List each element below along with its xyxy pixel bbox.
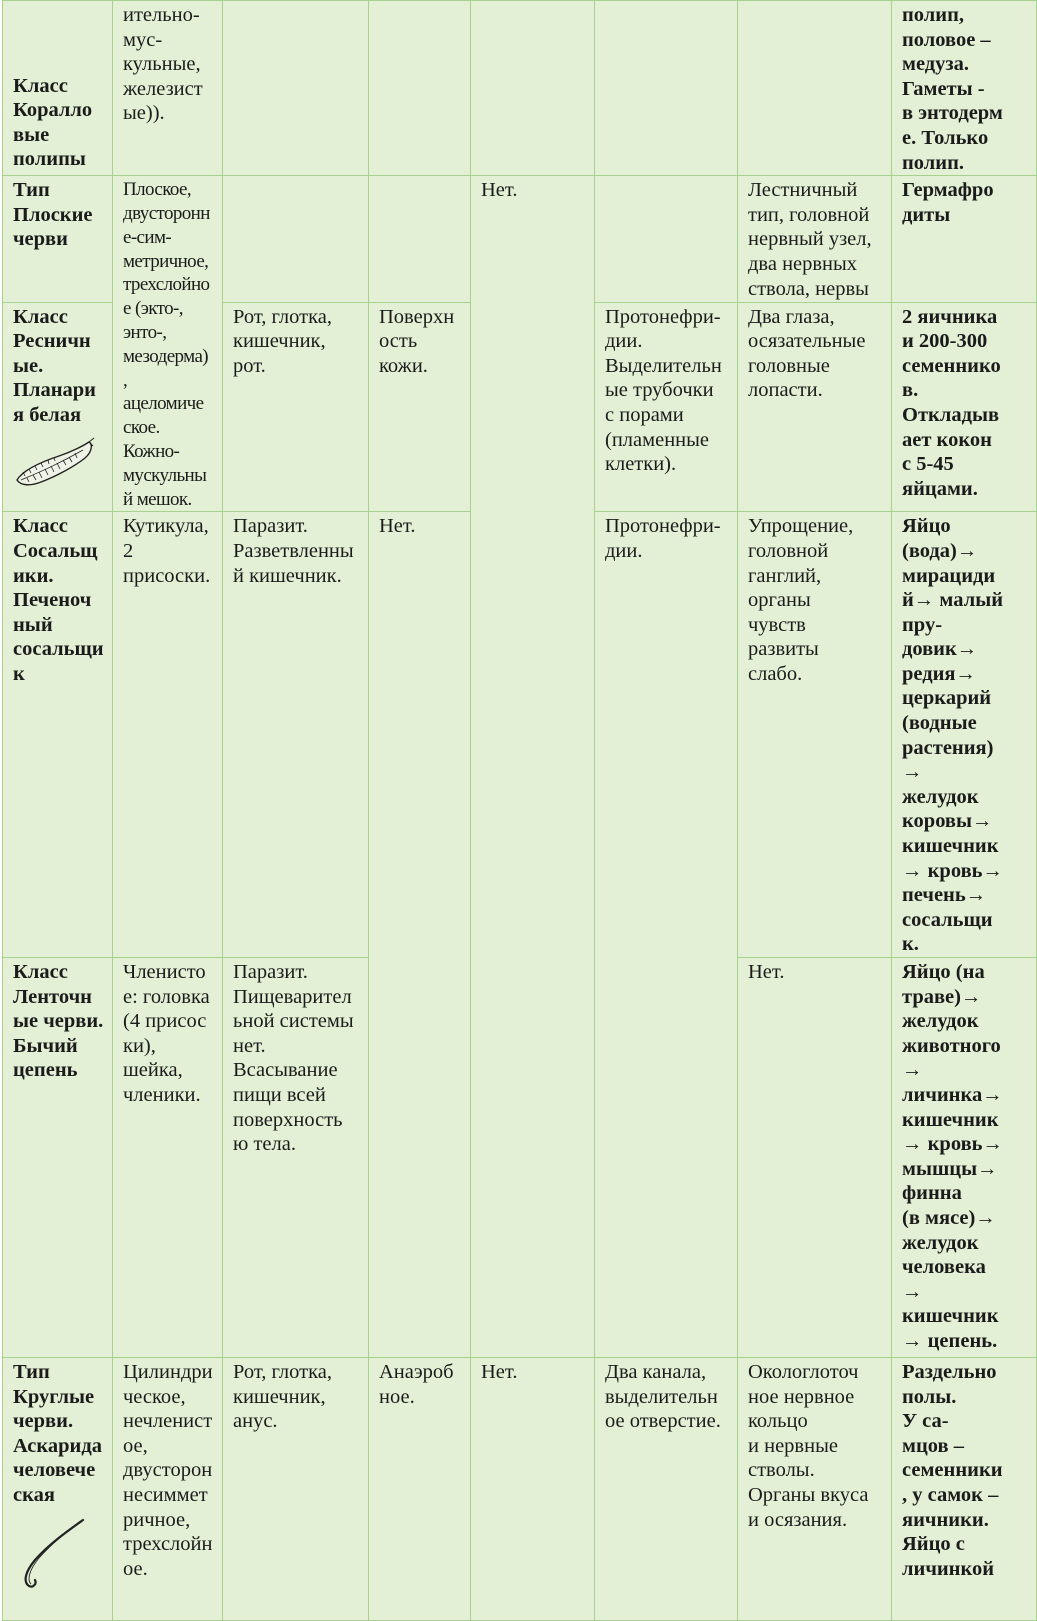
respiration-text: Поверхн ость кожи.	[379, 305, 455, 377]
taxon-text: Тип Круглые черви. Аскарида человече ская	[13, 1361, 102, 1506]
body-cell	[113, 1, 223, 176]
taxon-text: Класс Ленточн ые черви. Бычий цепень	[13, 961, 104, 1082]
nervous-text: Упрощение, головной ганглий, органы чувств развиты слабо.	[748, 515, 854, 685]
body-text: Цилиндри ческое, нечленист ое, двусторон несиммет ричное, трехслойн ое.	[123, 1361, 213, 1580]
nervous-text: Окологлоточ ное нервное кольцо и нервные стволы. Органы вкуса и осязания.	[748, 1361, 869, 1531]
body-cell	[113, 512, 223, 958]
reproduction-cell	[892, 302, 1037, 512]
ascaris-illustration	[13, 1514, 89, 1590]
excretion-cell	[595, 1358, 738, 1621]
respiration-cell	[369, 512, 471, 1358]
taxon-cell	[3, 512, 113, 958]
planarian-illustration	[13, 434, 95, 490]
circulation-text: Нет.	[481, 1361, 518, 1383]
reproduction-text: Яйцо (на траве)→ желудок животного → личинка→ кишечник → кровь→ мышцы→ финна (в мясе)→ желудок человека → кишечник → цепень.	[902, 961, 1003, 1352]
body-text: Членисто е: головка (4 присос ки), шейка, членики.	[123, 961, 210, 1106]
digestion-cell	[223, 958, 369, 1358]
excretion-cell	[595, 1, 738, 176]
nervous-cell	[738, 958, 892, 1358]
respiration-text: Нет.	[379, 515, 416, 538]
digestion-text: Паразит. Разветвленны й кишечник.	[233, 515, 354, 587]
digestion-text: Рот, глотка, кишечник, анус.	[233, 1361, 332, 1433]
taxon-cell	[3, 302, 113, 512]
respiration-cell	[369, 1358, 471, 1621]
nervous-text: Нет.	[748, 961, 785, 983]
circulation-cell	[471, 176, 595, 1358]
circulation-text: Нет.	[481, 179, 518, 202]
excretion-text: Протонефри- дии.	[605, 515, 721, 562]
body-text: Плоское, двусторонн е-сим- метричное, трехслойно е (экто-, энто-, мезодерма) , ацеломиче ское. Кожно- мускульны й мешок.	[123, 179, 210, 510]
excretion-cell	[595, 302, 738, 512]
excretion-cell	[595, 512, 738, 1358]
taxon-text: Класс Ресничн ые. Планари я белая	[13, 305, 96, 426]
taxon-cell	[3, 958, 113, 1358]
digestion-cell	[223, 512, 369, 958]
nervous-text: Лестничный тип, головной нервный узел, два нервных ствола, нервы	[748, 179, 872, 300]
nervous-cell	[738, 512, 892, 958]
body-text: ительно- мус- кульные, железист ые)).	[123, 4, 203, 125]
taxon-text: Класс Коралло вые полипы	[13, 74, 93, 171]
reproduction-cell	[892, 512, 1037, 958]
digestion-cell	[223, 1358, 369, 1621]
reproduction-cell	[892, 958, 1037, 1358]
digestion-cell	[223, 1, 369, 176]
body-cell	[113, 1358, 223, 1621]
taxon-cell	[3, 1, 113, 176]
respiration-cell	[369, 302, 471, 512]
table-row	[3, 1358, 1037, 1621]
taxon-cell	[3, 176, 113, 302]
respiration-cell	[369, 176, 471, 302]
nervous-cell	[738, 1, 892, 176]
reproduction-text: полип, половое – медуза. Гаметы - в энтодерм е. Только полип.	[902, 4, 1003, 174]
taxon-text: Класс Сосальщ ики. Печеноч ный сосальщи к	[13, 515, 104, 685]
excretion-cell	[595, 176, 738, 302]
digestion-cell	[223, 302, 369, 512]
nervous-text: Два глаза, осязательные головные лопасти.	[748, 305, 866, 402]
taxon-text: Тип Плоские черви	[13, 179, 93, 251]
digestion-text: Паразит. Пищеварител ьной системы нет. Всасывание пищи всей поверхность ю тела.	[233, 961, 354, 1156]
reproduction-cell	[892, 1358, 1037, 1621]
excretion-text: Два канала, выделительн ое отверстие.	[605, 1361, 721, 1433]
nervous-cell	[738, 176, 892, 302]
digestion-cell	[223, 176, 369, 302]
reproduction-cell	[892, 1, 1037, 176]
reproduction-text: Гермафро диты	[902, 179, 994, 226]
excretion-text: Протонефри- дии. Выделительн ые трубочки с порами (пламенные клетки).	[605, 305, 722, 476]
reproduction-cell	[892, 176, 1037, 302]
digestion-text: Рот, глотка, кишечник, рот.	[233, 305, 332, 377]
reproduction-text: Яйцо (вода)→ мирациди й→ малый пру- довик→ редия→ церкарий (водные растения) → желудок коровы→ кишечник → кровь→ печень→ сосальщи к.	[902, 515, 1004, 956]
circulation-cell	[471, 1, 595, 176]
respiration-text: Анаэроб ное.	[379, 1361, 454, 1408]
nervous-cell	[738, 302, 892, 512]
circulation-cell	[471, 1358, 595, 1621]
body-text: Кутикула, 2 присоски.	[123, 515, 211, 587]
nervous-cell	[738, 1358, 892, 1621]
body-cell	[113, 958, 223, 1358]
reproduction-text: 2 яичника и 200-300 семеннико в. Откладыв ает кокон с 5-45 яйцами.	[902, 305, 1001, 500]
respiration-cell	[369, 1, 471, 176]
table-row	[3, 176, 1037, 302]
zoology-table	[2, 0, 1037, 1621]
reproduction-text: Раздельно полы. У са- мцов – семенники , у самок – яичники. Яйцо с личинкой	[902, 1361, 1003, 1580]
taxon-cell	[3, 1358, 113, 1621]
body-cell	[113, 176, 223, 512]
table-row	[3, 1, 1037, 176]
